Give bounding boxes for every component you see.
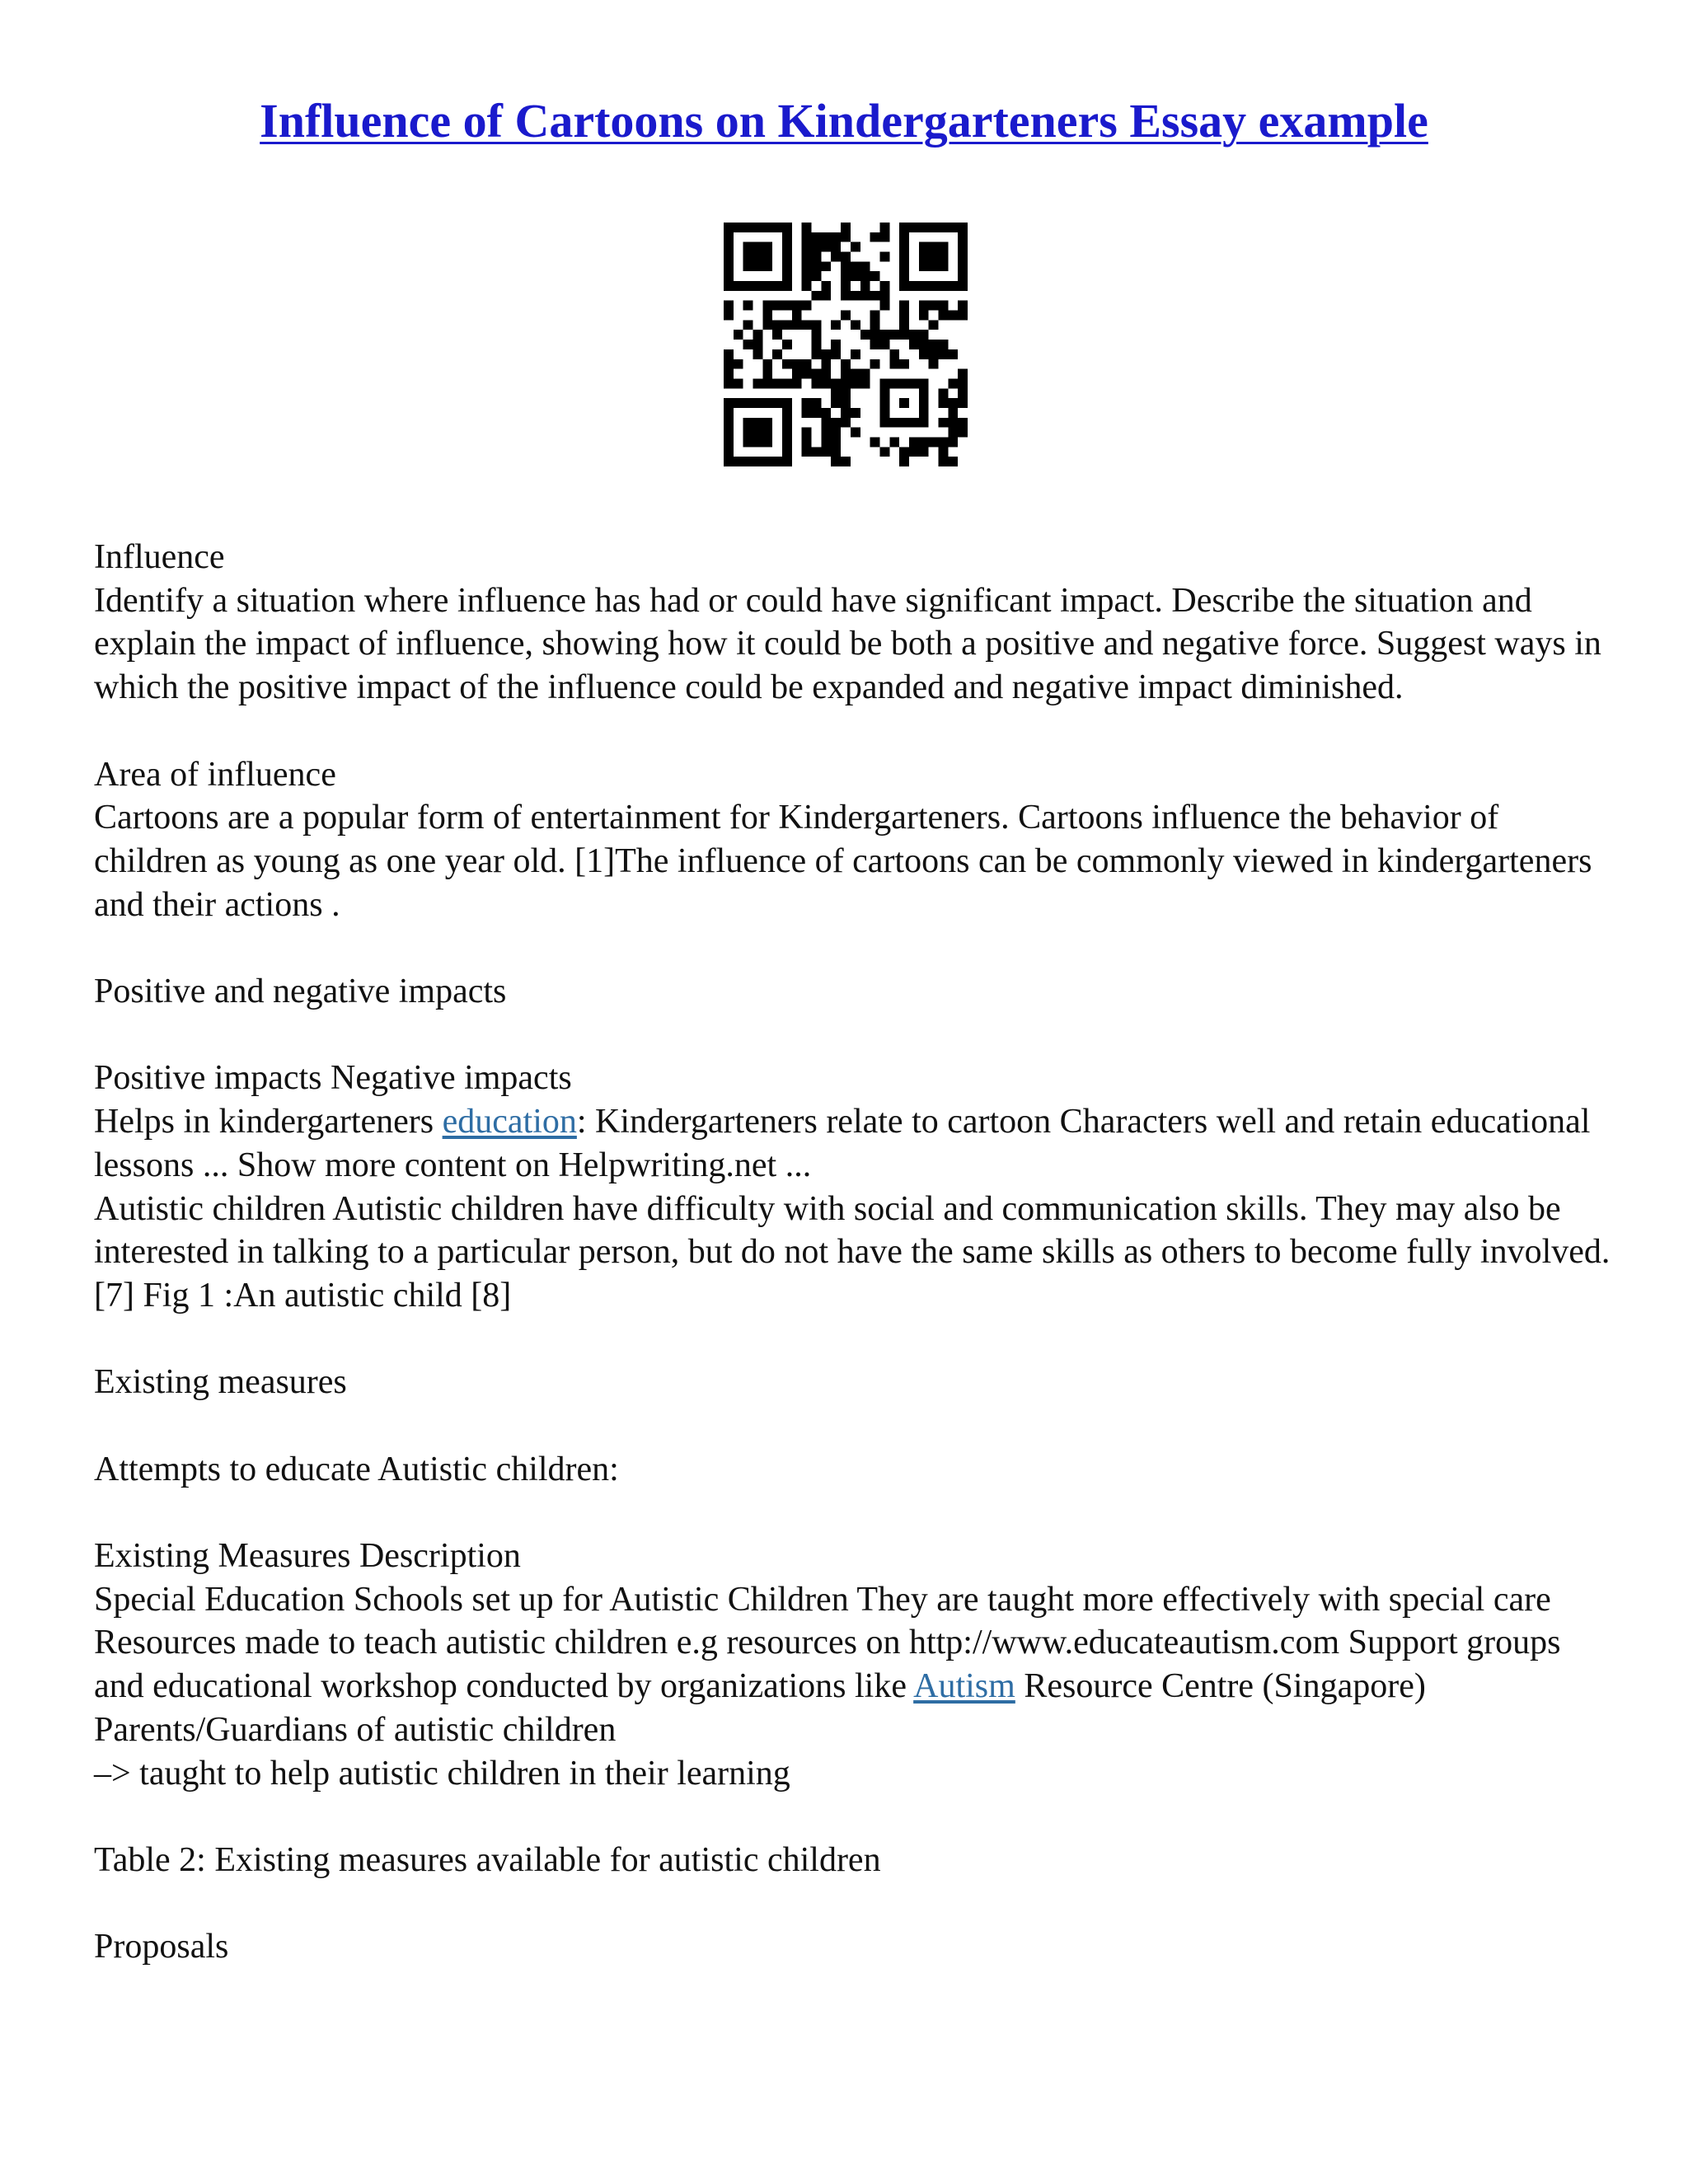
paragraph-area-of-influence: Cartoons are a popular form of entertainment for Kindergarteners. Cartoons influence the behavior of children as young as one year old. [1]The influence of cartoons can be commonly viewed in kindergarteners and their actions . — [94, 799, 1592, 924]
autism-link[interactable]: Autism — [913, 1667, 1015, 1706]
helps-text-after: : Kindergarteners relate to cartoon Characters well and retain educational lessons ... Show more content on Helpwriting.net ... — [94, 1103, 1591, 1184]
paragraph-helps-education — [94, 1100, 1611, 1187]
heading-area-of-influence: Area of influence — [94, 755, 336, 794]
heading-existing-measures: Existing measures — [94, 1363, 347, 1402]
paragraph-influence: Identify a situation where influence has had or could have significant impact. Describe the situation and explain the impact of influence, showing how it could be both a positive and negative force. Suggest ways in which the positive impact of the influence could be expanded and negative impact diminished. — [94, 581, 1601, 707]
education-link[interactable]: education — [442, 1103, 577, 1141]
table-2-caption: Table 2: Existing measures available for autistic children — [94, 1840, 881, 1879]
measures-table-header: Existing Measures Description — [94, 1537, 521, 1576]
resources-text-before: Resources made to teach autistic children e.g resources on http://www.educateautism.com Support groups and educational workshop conducted by organizations like — [94, 1624, 1561, 1706]
qr-code-icon — [724, 223, 968, 466]
attempts-line: Attempts to educate Autistic children: — [94, 1450, 619, 1488]
helps-text-before: Helps in kindergarteners — [94, 1103, 443, 1141]
heading-positive-negative: Positive and negative impacts — [94, 972, 507, 1010]
impacts-table-header: Positive impacts Negative impacts — [94, 1059, 572, 1098]
taught-line: –> taught to help autistic children in their learning — [94, 1754, 790, 1793]
heading-proposals: Proposals — [94, 1928, 229, 1966]
resources-text-after: Resource Centre (Singapore) Parents/Guardians of autistic children — [94, 1667, 1426, 1749]
paragraph-special-education: Special Education Schools set up for Autistic Children They are taught more effectively with special care — [94, 1580, 1551, 1619]
heading-influence: Influence — [94, 538, 225, 576]
essay-title — [0, 92, 1688, 150]
paragraph-resources — [94, 1621, 1611, 1751]
essay-body — [94, 536, 1611, 1969]
essay-title-link[interactable]: Influence of Cartoons on Kindergarteners Essay example — [260, 94, 1428, 148]
paragraph-autistic-children: Autistic children Autistic children have difficulty with social and communication skills. They may also be interested in talking to a particular person, but do not have the same skills as others to become fully involved. [7] Fig 1 :An autistic child [8] — [94, 1189, 1611, 1315]
